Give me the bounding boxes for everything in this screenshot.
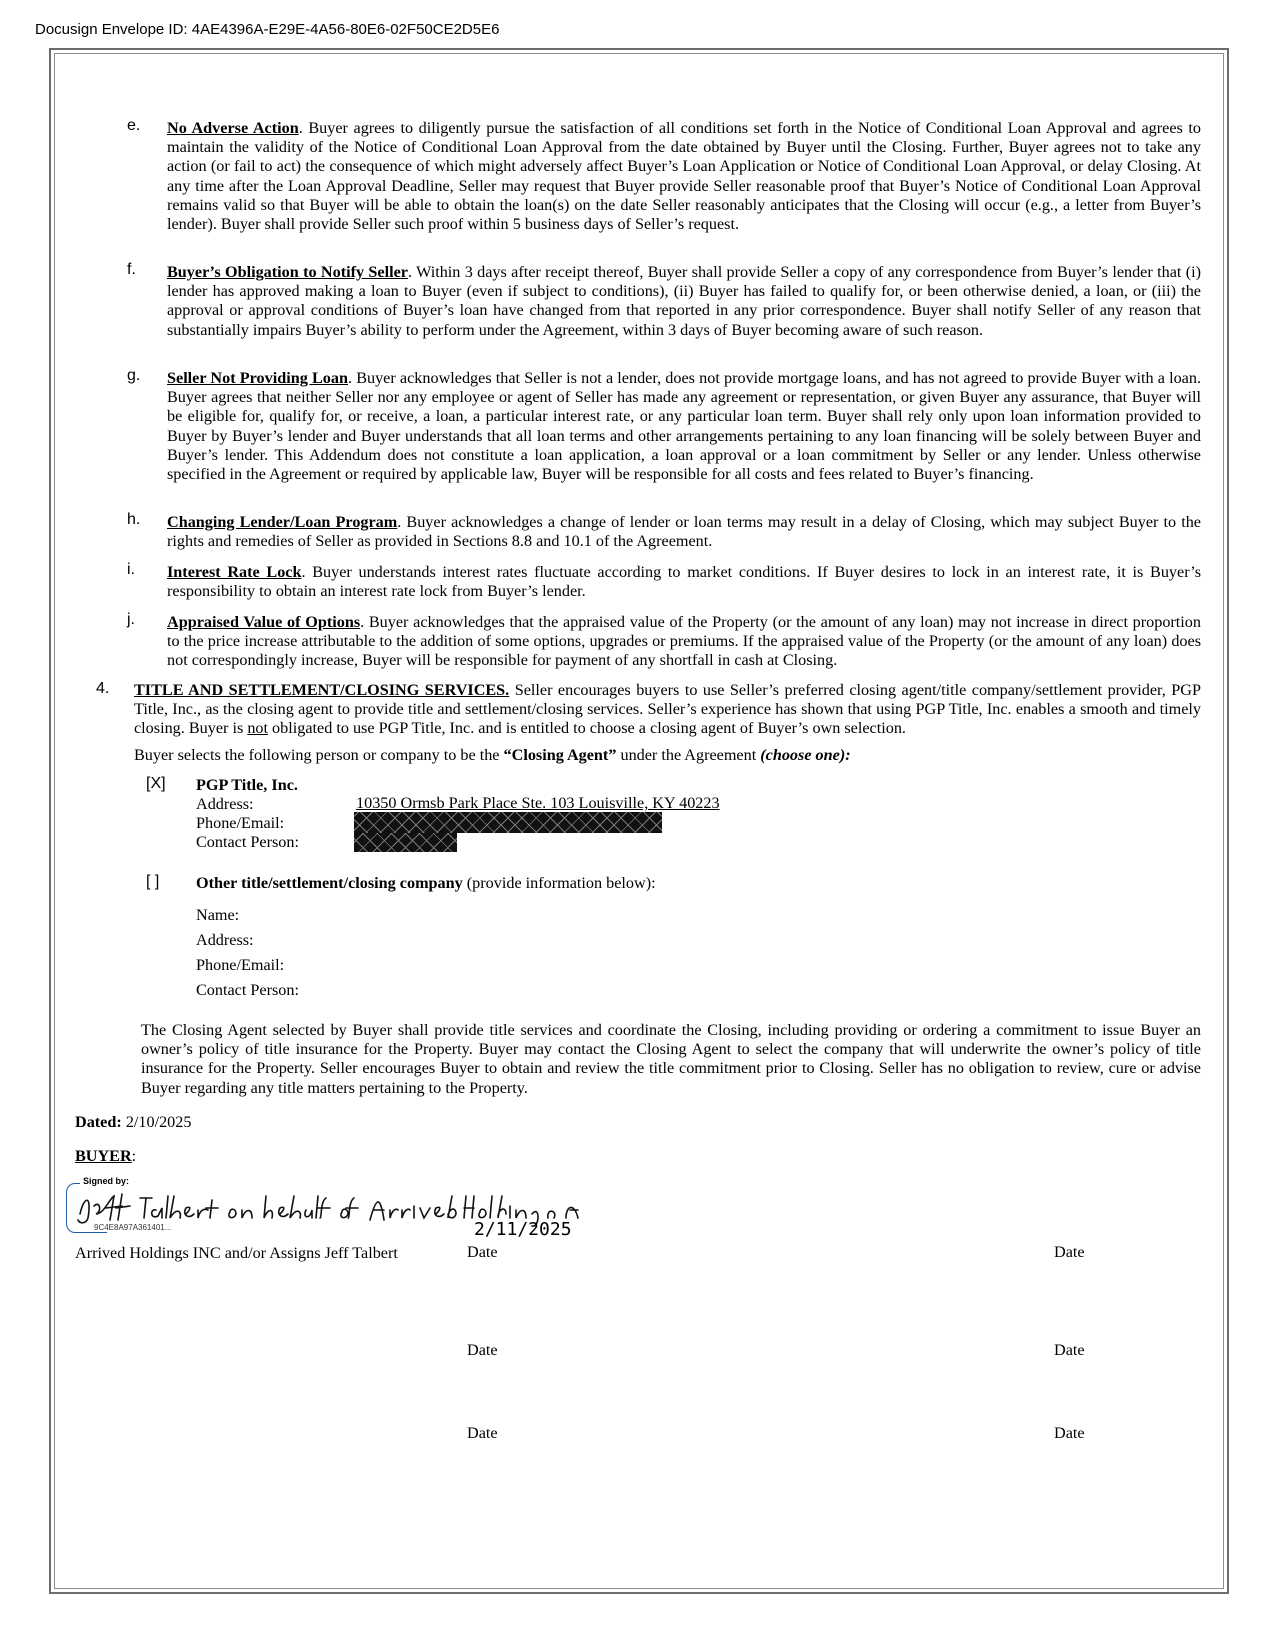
option-company-name: PGP Title, Inc. xyxy=(196,776,298,794)
other-company-note: (provide information below): xyxy=(462,874,656,892)
dated-value: 2/10/2025 xyxy=(121,1113,192,1131)
section-heading: Appraised Value of Options xyxy=(167,613,361,631)
selection-text-b: under the Agreement xyxy=(616,746,761,764)
item-marker-e: e. xyxy=(127,117,141,134)
redacted-phone-email xyxy=(354,812,662,833)
date-label: Date xyxy=(467,1341,498,1359)
address-value: 10350 Ormsb Park Place Ste. 103 Louisville, KY 40223 xyxy=(356,794,720,812)
section-body: . Buyer agrees to diligently pursue the satisfaction of all conditions set forth in the Notice of Conditional Loan Approval and agrees to maintain the validity of the Notice of Conditional Loan Approval from the date obtained by Buyer until the Closing. Further, Buyer agrees not to take any action (or fail to act) the consequence of which might adversely affect Buyer’s Loan Application or Notice of Conditional Loan Approval, or delay Closing. At any time after the Loan Approval Deadline, Seller may request that Buyer provide Seller reasonable proof that Buyer’s Notice of Conditional Loan Approval remains valid so that Buyer will be able to obtain the loan(s) on the date Seller reasonably anticipates that the Closing will occur (e.g., a letter from Buyer’s lender). Buyer shall provide Seller such proof within 5 business days of Seller’s request. xyxy=(167,119,1201,234)
name-label: Name: xyxy=(196,906,240,924)
signed-by-label: Signed by: xyxy=(80,1176,132,1186)
section-heading: Buyer’s Obligation to Notify Seller xyxy=(167,263,408,281)
phone-email-label: Phone/Email: xyxy=(196,814,285,832)
item-marker-f: f. xyxy=(127,261,136,278)
section-heading: Interest Rate Lock xyxy=(167,563,302,581)
date-label: Date xyxy=(467,1243,498,1261)
phone-email-label: Phone/Email: xyxy=(196,956,285,974)
section-heading: Changing Lender/Loan Program xyxy=(167,513,398,531)
section-interest-rate-lock xyxy=(167,563,1201,601)
section-no-adverse-action xyxy=(167,119,1201,234)
address-label: Address: xyxy=(196,931,254,949)
closing-agent-paragraph: The Closing Agent selected by Buyer shall provide title services and coordinate the Closing, including providing or ordering a commitment to issue Buyer an owner’s policy of title insurance for the Property. Buyer may contact the Closing Agent to select the company that will underwrite the owner’s policy of title insurance for the Property. Seller encourages Buyer to obtain and review the title commitment prior to Closing. Seller has no obligation to review, cure or advise Buyer regarding any title matters pertaining to the Property. xyxy=(141,1021,1201,1097)
section-notify-seller xyxy=(167,263,1201,340)
section-body: . Buyer acknowledges that Seller is not a lender, does not provide mortgage loans, and has not agreed to provide Buyer with a loan. Buyer agrees that neither Seller nor any employee or agent of Seller has made any agreement or representation, or given Buyer any assurance, that Buyer will be eligible for, qualify for, or receive, a loan, a particular interest rate, or any particular loan term. Buyer shall rely only upon loan information provided to Buyer by Buyer’s lender and Buyer understands that all loan terms and other arrangements pertaining to any loan financing will be solely between Buyer and Buyer’s lender. This Addendum does not constitute a loan application, a loan approval or a loan commitment by Seller or any lender. Unless otherwise specified in the Agreement or required by applicable law, Buyer will be responsible for all costs and fees related to Buyer’s financing. xyxy=(167,369,1201,484)
section-body: . Buyer understands interest rates fluctuate according to market conditions. If Buyer desires to lock in an interest rate, it is Buyer’s responsibility to obtain an interest rate lock from Buyer’s lender. xyxy=(167,563,1201,601)
section-body-a: Seller encourages buyers to use Seller’s preferred closing agent/title company/settlement provider, PGP Title, Inc., as the closing agent to provide title and settlement/closing services. Seller’s experience has shown that using PGP Title, Inc. enables a smooth and timely closing. Buyer is xyxy=(134,681,1201,738)
dated-line xyxy=(75,1113,191,1132)
signed-date: 2/11/2025 xyxy=(474,1219,572,1240)
section-body: . Within 3 days after receipt thereof, Buyer shall provide Seller a copy of any correspondence from Buyer’s lender that (i) lender has approved making a loan to Buyer (even if subject to conditions), (ii) Buyer has failed to qualify for, or been otherwise denied, a loan, or (iii) the approval or approval conditions of Buyer’s loan have changed from that reported in any prior correspondence. Buyer shall notify Seller of any reason that substantially impairs Buyer’s ability to perform under the Agreement, within 3 days of Buyer becoming aware of such reason. xyxy=(167,263,1201,339)
redacted-contact-person xyxy=(354,833,457,852)
item-marker-i: i. xyxy=(127,561,135,578)
contact-person-label: Contact Person: xyxy=(196,981,299,999)
date-label: Date xyxy=(467,1424,498,1442)
section-number-4: 4. xyxy=(96,680,110,697)
envelope-id: Docusign Envelope ID: 4AE4396A-E29E-4A56-80E6-02F50CE2D5E6 xyxy=(35,21,500,38)
section-body-b: obligated to use PGP Title, Inc. and is entitled to choose a closing agent of Buyer’s own selection. xyxy=(268,719,906,738)
date-label: Date xyxy=(1054,1341,1085,1359)
date-label: Date xyxy=(1054,1424,1085,1442)
section-title-settlement xyxy=(134,681,1201,739)
section-changing-lender xyxy=(167,513,1201,551)
section-body: . Buyer acknowledges that the appraised value of the Property (or the amount of any loan) may not increase in direct proportion to the price increase attributable to the addition of some options, upgrades or premiums. If the appraised value of the Property (or the amount of any loan) does not correspondingly increase, Buyer will be responsible for payment of any shortfall in cash at Closing. xyxy=(167,613,1201,670)
closing-agent-term: “Closing Agent” xyxy=(503,746,617,764)
checkbox-other-company[interactable]: [ ] xyxy=(146,873,160,890)
section-heading: No Adverse Action xyxy=(167,119,299,137)
item-marker-g: g. xyxy=(127,367,141,384)
contact-person-label: Contact Person: xyxy=(196,833,299,851)
buyer-heading xyxy=(75,1147,136,1166)
section-heading: Seller Not Providing Loan xyxy=(167,369,348,387)
section-body: . Buyer acknowledges a change of lender or loan terms may result in a delay of Closing, which may subject Buyer to the rights and remedies of Seller as provided in Sections 8.8 and 10.1 of the Agreement. xyxy=(167,513,1201,551)
section-appraised-value xyxy=(167,613,1201,671)
buyer-colon: : xyxy=(131,1147,137,1165)
choose-one-note: (choose one): xyxy=(760,746,851,764)
option-other-company xyxy=(196,874,656,893)
date-label: Date xyxy=(1054,1243,1085,1261)
address-label: Address: xyxy=(196,795,254,813)
item-marker-h: h. xyxy=(127,511,141,528)
buyer-label: BUYER xyxy=(75,1147,132,1165)
closing-agent-selection xyxy=(134,746,851,765)
selection-text: Buyer selects the following person or company to be the xyxy=(134,746,504,764)
checkbox-pgp-title[interactable]: [X] xyxy=(146,775,166,792)
signature-hash: 9C4E8A97A361401... xyxy=(94,1223,172,1232)
dated-label: Dated: xyxy=(75,1113,122,1131)
emphasis-not: not xyxy=(247,719,268,738)
section-seller-not-providing-loan xyxy=(167,369,1201,484)
other-company-title: Other title/settlement/closing company xyxy=(196,874,463,892)
section-heading: TITLE AND SETTLEMENT/CLOSING SERVICES. xyxy=(134,681,510,699)
buyer-name: Arrived Holdings INC and/or Assigns Jeff Talbert xyxy=(75,1244,398,1262)
item-marker-j: j. xyxy=(127,611,135,628)
